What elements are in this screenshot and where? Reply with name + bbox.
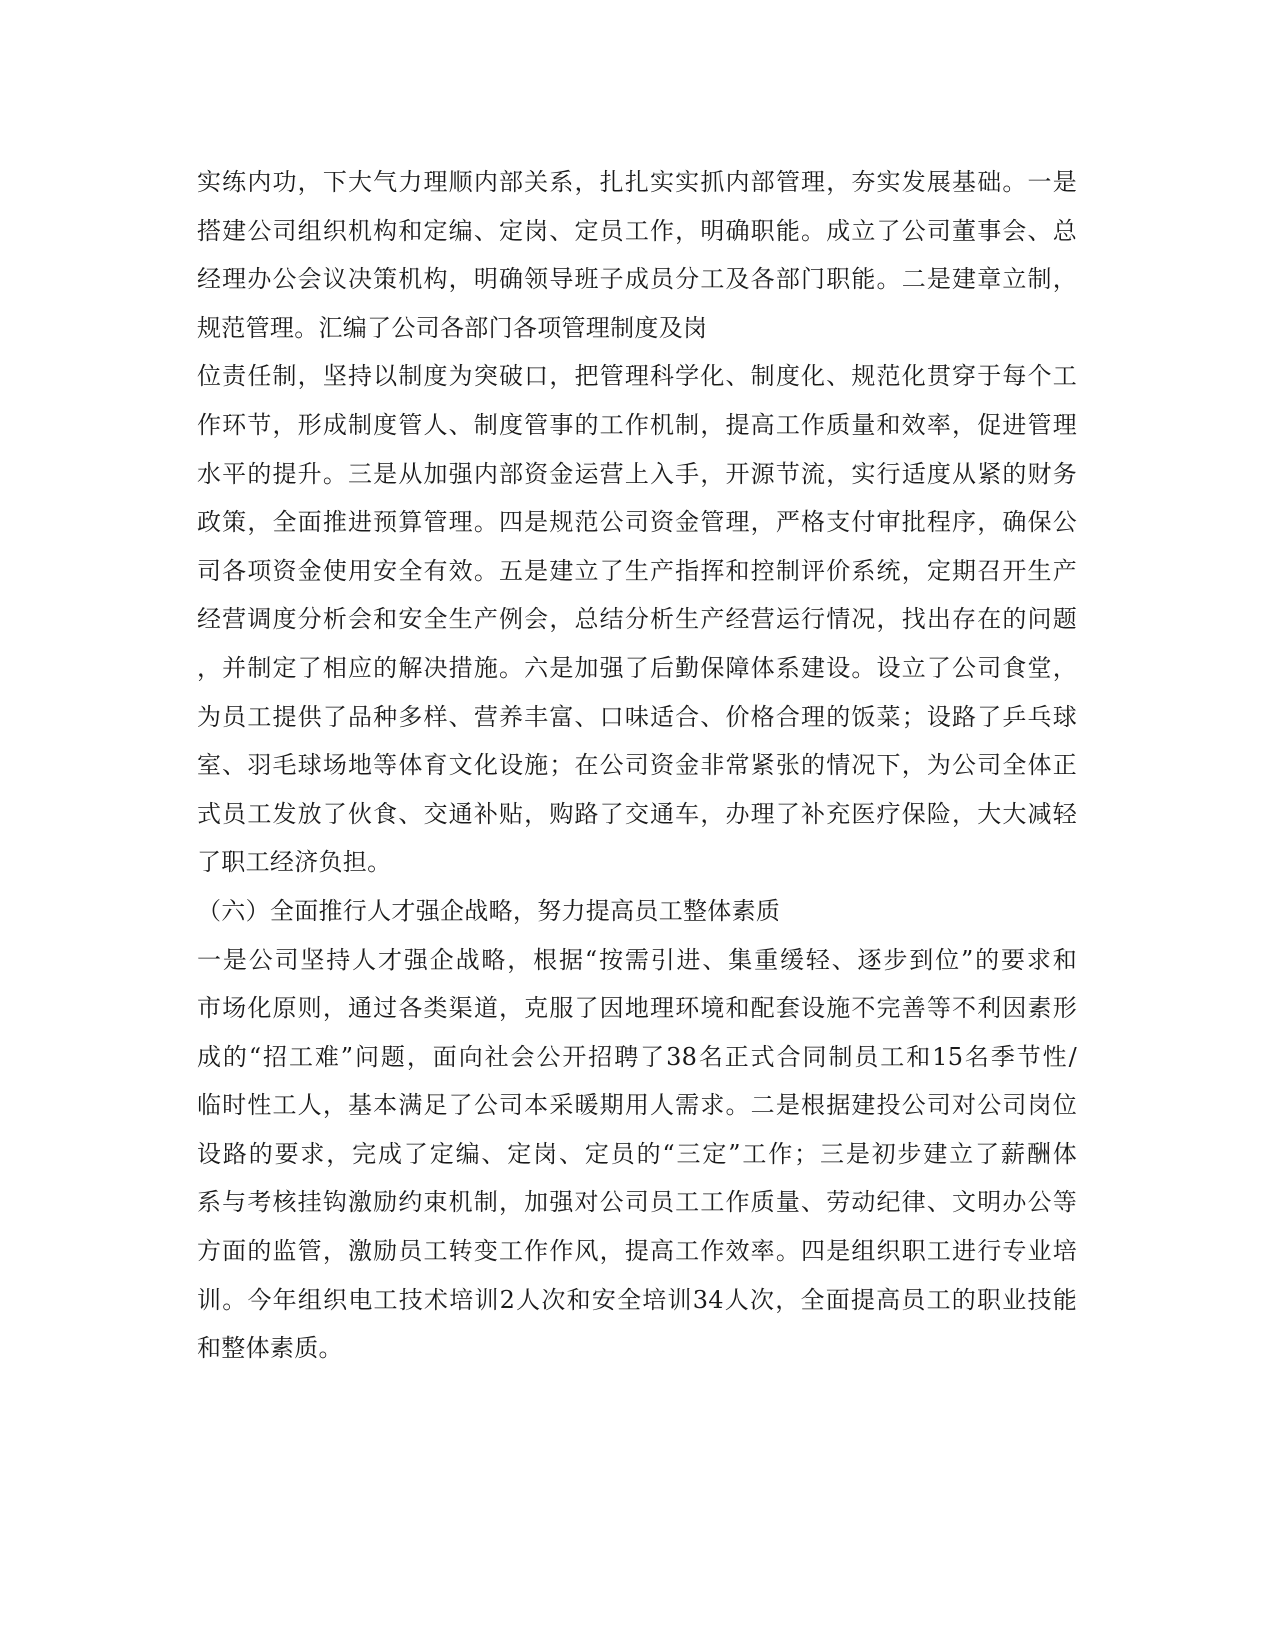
text-line: 政策，全面推进预算管理。四是规范公司资金管理，严格支付审批程序，确保公	[197, 508, 1077, 537]
text-line: 规范管理。汇编了公司各部门各项管理制度及岗	[197, 313, 708, 342]
text-line: 搭建公司组织机构和定编、定岗、定员工作，明确职能。成立了公司董事会、总	[197, 216, 1077, 245]
text-line: 室、羽毛球场地等体育文化设施；在公司资金非常紧张的情况下，为公司全体正	[197, 751, 1077, 780]
text-line: 作环节，形成制度管人、制度管事的工作机制，提高工作质量和效率，促进管理	[197, 410, 1077, 439]
text-line: 经营调度分析会和安全生产例会，总结分析生产经营运行情况，找出存在的问题	[197, 605, 1077, 634]
text-line: 经理办公会议决策机构，明确领导班子成员分工及各部门职能。二是建章立制，	[197, 265, 1077, 294]
text-line: 式员工发放了伙食、交通补贴，购路了交通车，办理了补充医疗保险，大大减轻	[197, 799, 1077, 828]
text-line: 方面的监管，激励员工转变工作作风，提高工作效率。四是组织职工进行专业培	[197, 1237, 1077, 1266]
text-line: 位责任制，坚持以制度为突破口，把管理科学化、制度化、规范化贯穿于每个工	[197, 362, 1077, 391]
text-line: 成的“招工难”问题，面向社会公开招聘了38名正式合同制员工和15名季节性/	[197, 1042, 1077, 1071]
text-line: 设路的要求，完成了定编、定岗、定员的“三定”工作；三是初步建立了薪酬体	[197, 1139, 1077, 1168]
text-line: 司各项资金使用安全有效。五是建立了生产指挥和控制评价系统，定期召开生产	[197, 556, 1077, 585]
text-line: 系与考核挂钩激励约束机制，加强对公司员工工作质量、劳动纪律、文明办公等	[197, 1188, 1077, 1217]
text-line: 水平的提升。三是从加强内部资金运营上入手，开源节流，实行适度从紧的财务	[197, 459, 1077, 488]
section-heading: （六）全面推行人才强企战略，努力提高员工整体素质	[197, 896, 781, 925]
text-line: 一是公司坚持人才强企战略，根据“按需引进、集重缓轻、逐步到位”的要求和	[197, 945, 1077, 974]
text-line: 了职工经济负担。	[197, 848, 392, 877]
text-line: 市场化原则，通过各类渠道，克服了因地理环境和配套设施不完善等不利因素形	[197, 994, 1077, 1023]
text-line: 实练内功，下大气力理顺内部关系，扎扎实实抓内部管理，夯实发展基础。一是	[197, 168, 1077, 196]
text-line: 为员工提供了品种多样、营养丰富、口味适合、价格合理的饭菜；设路了乒乓球	[197, 702, 1077, 731]
text-line: 和整体素质。	[197, 1334, 343, 1363]
body-text	[197, 158, 1077, 1373]
text-line: 训。今年组织电工技术培训2人次和安全培训34人次，全面提高员工的职业技能	[197, 1285, 1077, 1314]
text-line: 临时性工人，基本满足了公司本采暖期用人需求。二是根据建投公司对公司岗位	[197, 1091, 1077, 1120]
text-line: ，并制定了相应的解决措施。六是加强了后勤保障体系建设。设立了公司食堂，	[197, 653, 1077, 682]
